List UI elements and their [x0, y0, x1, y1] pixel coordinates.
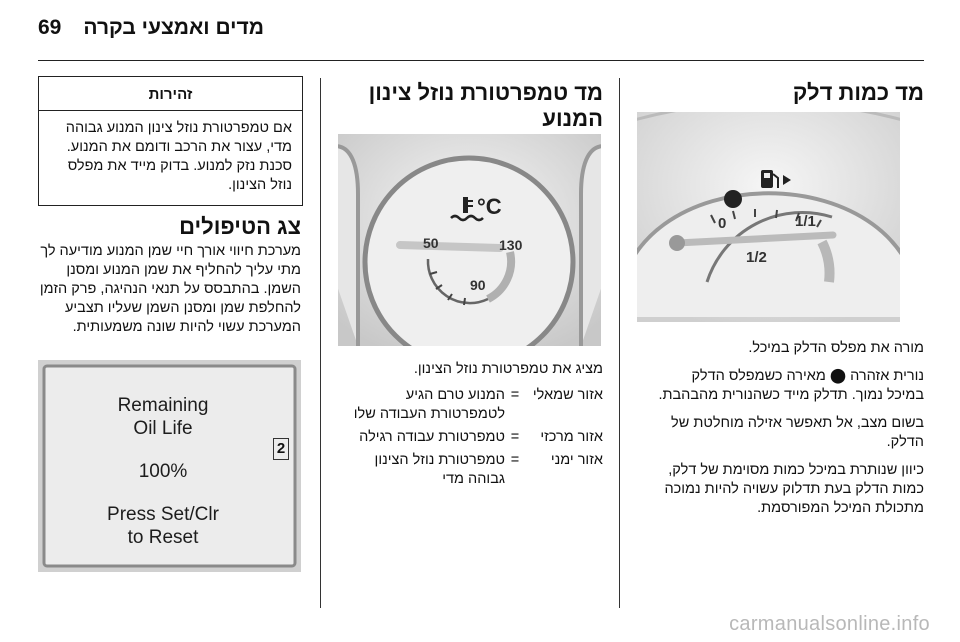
fuel-label-full: 1/1	[795, 213, 816, 230]
column-divider-right	[619, 78, 620, 608]
coolant-needle	[400, 245, 500, 248]
coolant-zone-row-center: אזור מרכזי = טמפרטורת עבודה רגילה	[359, 429, 603, 445]
caution-title: זהירות	[39, 77, 302, 111]
coolant-unit-label: °C	[477, 194, 502, 219]
watermark: carmanualsonline.info	[729, 613, 930, 635]
coolant-label-90: 90	[470, 277, 486, 293]
oil-life-percent: 100%	[138, 461, 188, 482]
fuel-text-block	[657, 339, 924, 518]
page-number: 69	[38, 16, 62, 39]
caution-box	[38, 76, 303, 206]
display-page-indicator: 2	[273, 438, 289, 460]
fuel-paragraph-2: נורית אזהרה ⬤ מאירה כשמפלס הדלק במיכל נמוך. תדלק מייד כשהנורית מהבהבת.	[658, 368, 924, 403]
fuel-label-empty: 0	[718, 215, 727, 232]
oil-life-line-press: Press Set/Clr	[107, 504, 219, 525]
page-header-title: מדים ואמצעי בקרה	[83, 16, 264, 39]
fuel-label-half: 1/2	[746, 249, 767, 266]
coolant-gauge-illustration	[338, 134, 601, 346]
coolant-zone-row-left: אזור שמאלי = המנוע טרם הגיע לטמפרטורת העבודה שלו	[353, 387, 603, 422]
coolant-label-130: 130	[499, 237, 523, 253]
fuel-gauge-photo	[637, 112, 900, 322]
oil-life-line-oil-life: Oil Life	[133, 418, 193, 439]
fuel-paragraph-1: מורה את מפלס הדלק במיכל.	[748, 340, 924, 356]
caution-text: אם טמפרטורת נוזל צינון המנוע גבוהה מדי, עצור את הרכב ודומם את המנוע. סכנת נזק למנוע. בדוק מייד את מפלס נוזל הצינון.	[65, 120, 292, 193]
oil-life-screen	[78, 394, 248, 549]
service-display-text: מערכת חיווי אורך חיי שמן המנוע מודיעה לך מתי עליך להחליף את שמן המנוע ומסנן השמן. בהתבסס על תנאי הנהיגה, פרק הזמן להחלפת שמן ומסנן השמן שעליו תצביע המערכת עשוי להיות שונה משמעותית.	[39, 243, 301, 335]
fuel-paragraph-4: כיוון שנותרת במיכל כמות מסוימת של דלק, כמות הדלק בעת תדלוק עשויה להיות נמוכה מתכולת המיכל המפורסמת.	[664, 462, 924, 516]
coolant-label-50: 50	[423, 235, 439, 251]
low-fuel-warning-light-icon	[724, 190, 742, 208]
fuel-gauge-heading: מד כמות דלק	[792, 80, 924, 105]
fuel-paragraph-3: בשום מצב, אל תאפשר אזילה מוחלטת של הדלק.	[671, 415, 924, 450]
oil-life-line-remaining: Remaining	[117, 395, 209, 416]
column-divider-left	[320, 78, 321, 608]
coolant-intro: מציג את טמפרטורת נוזל הצינון.	[413, 361, 603, 377]
coolant-zone-row-right: אזור ימני = טמפרטורת נוזל הצינון גבוהה מדי	[374, 452, 603, 487]
coolant-gauge-heading: מד טמפרטורת נוזל צינון המנוע	[368, 80, 603, 131]
service-display-heading: צג הטיפולים	[179, 214, 301, 239]
fuel-gauge-illustration	[637, 112, 900, 322]
oil-life-display-photo	[38, 360, 301, 572]
coolant-gauge-photo	[338, 134, 601, 346]
oil-life-line-reset: to Reset	[127, 527, 199, 548]
header-rule	[38, 60, 924, 61]
coolant-zones-list	[341, 386, 603, 489]
